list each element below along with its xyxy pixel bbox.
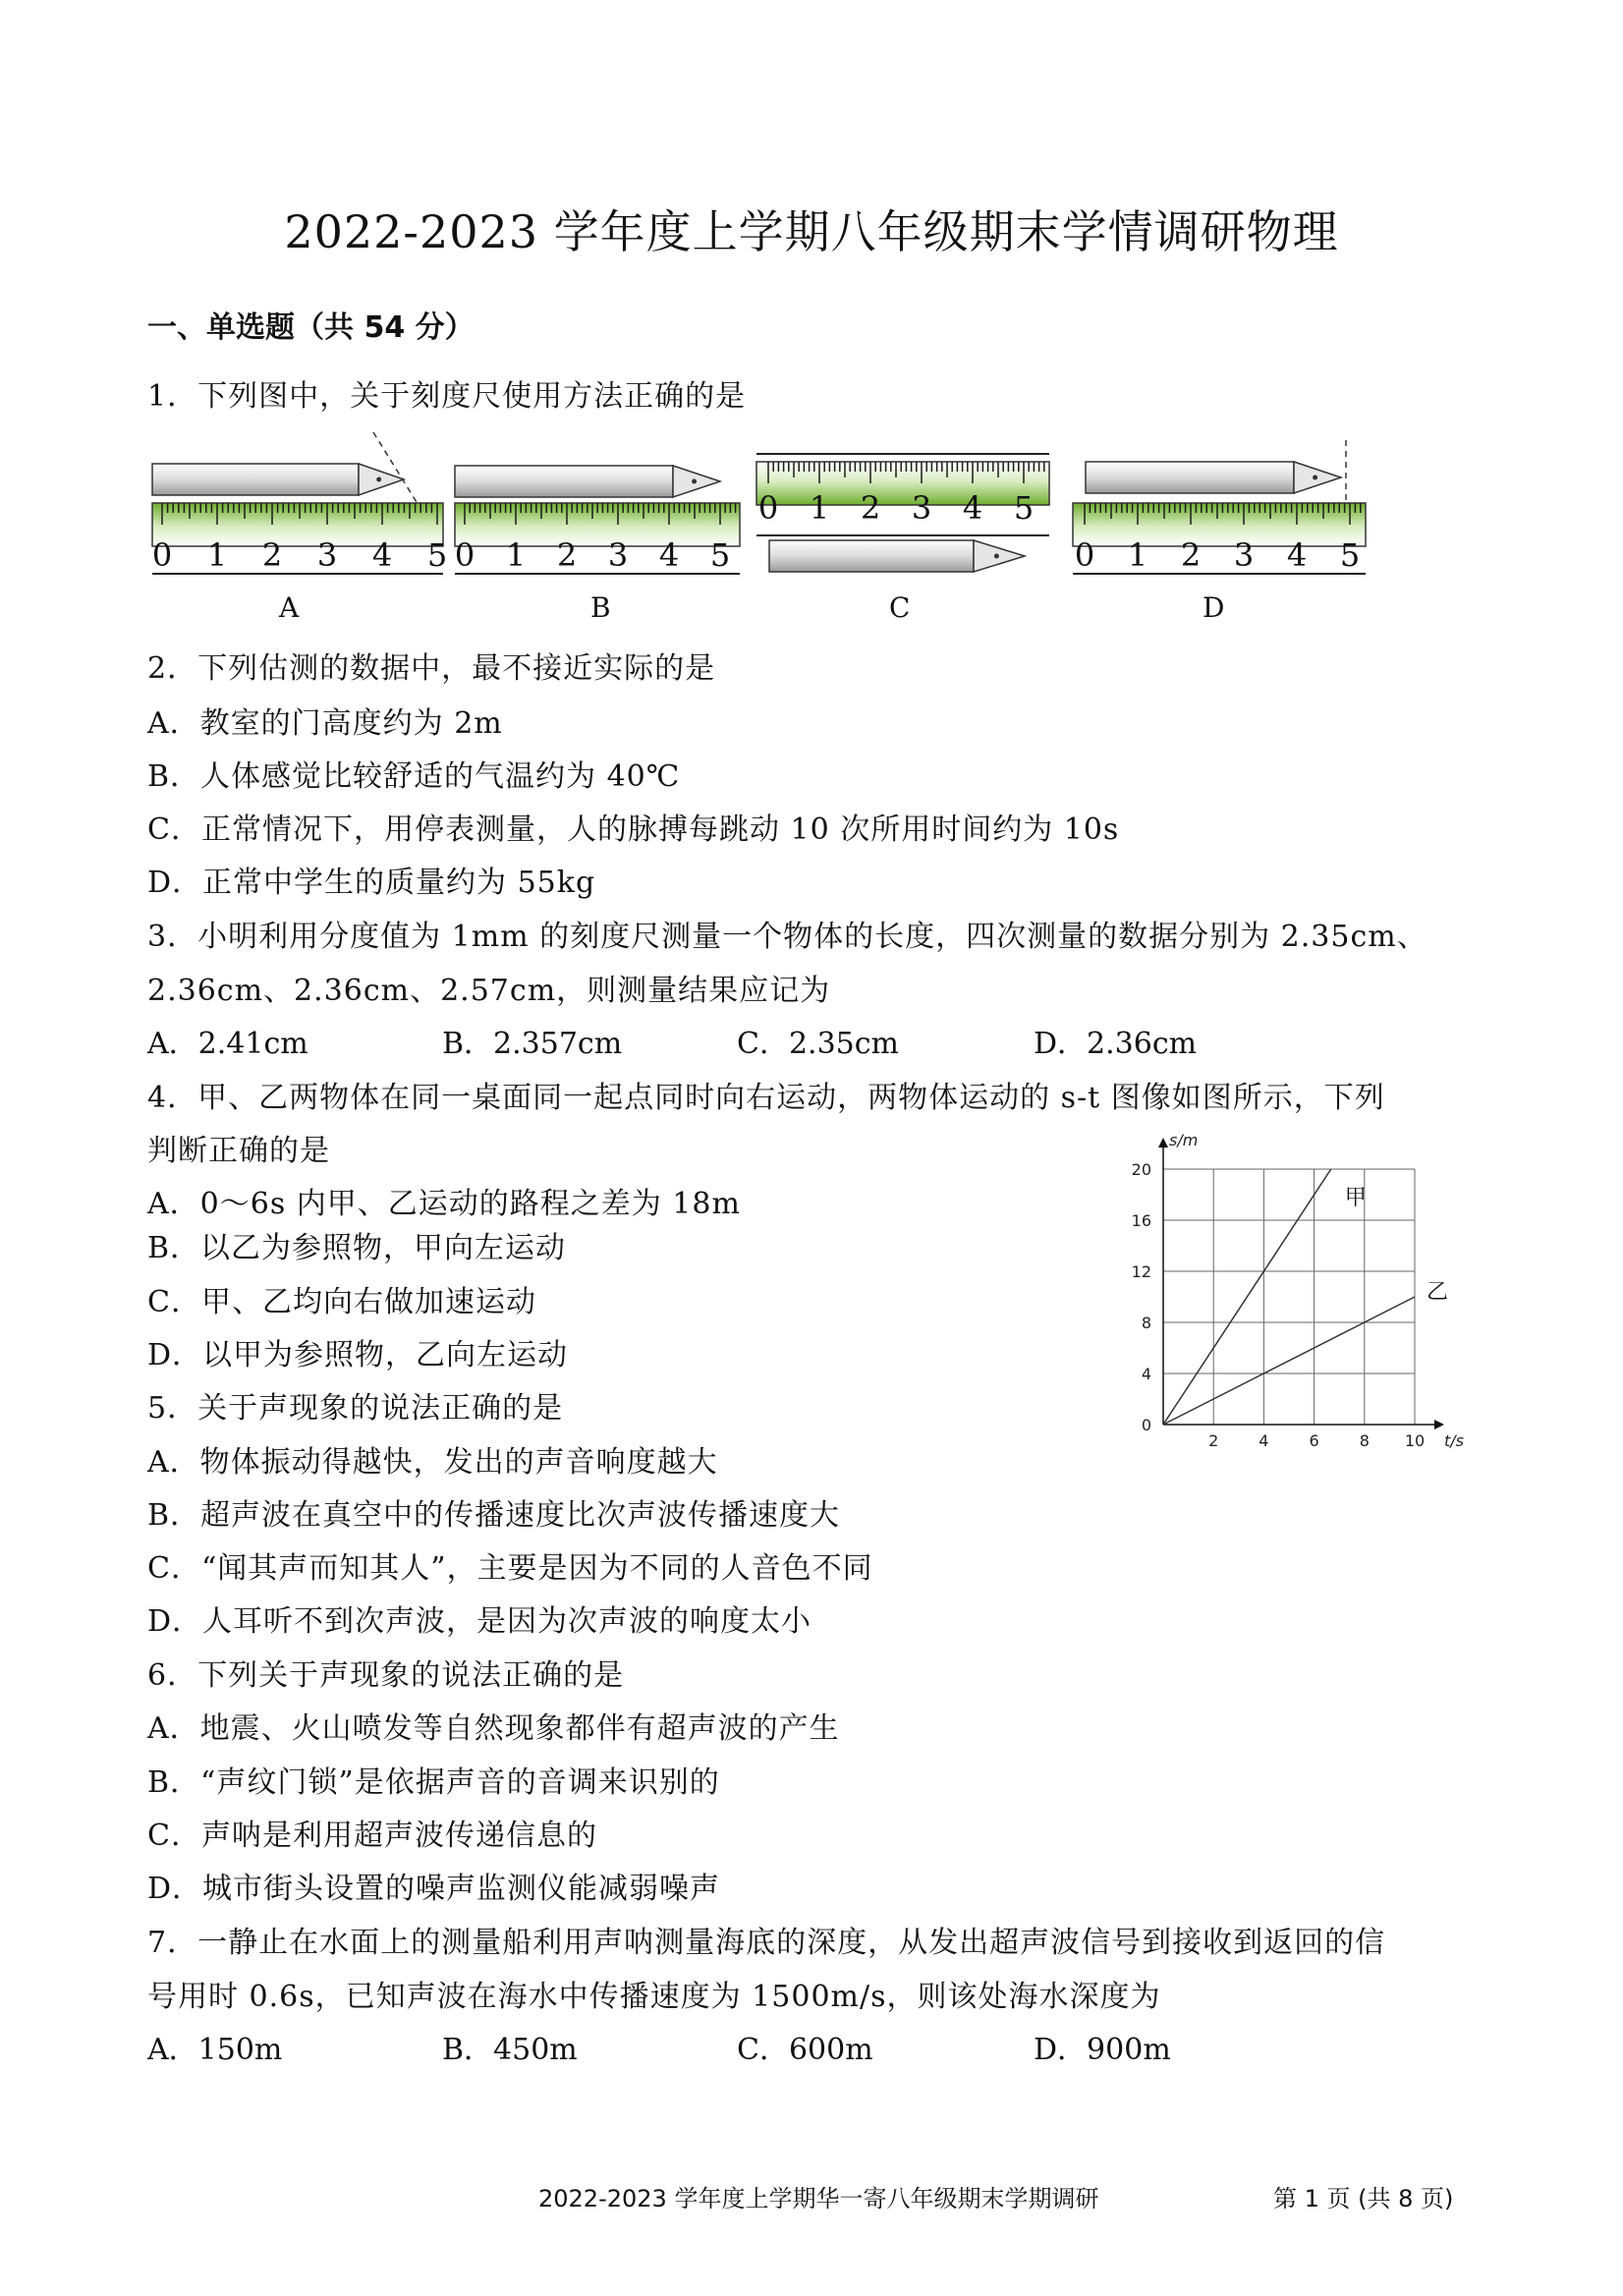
q7-stem-line2: 号用时 0.6s，已知声波在海水中传播速度为 1500m/s，则该处海水深度为 [147, 1980, 1161, 2014]
page-title: 2022-2023 学年度上学期八年级期末学情调研物理 [284, 205, 1339, 258]
q2-option-a: A．教室的门高度约为 2m [147, 706, 503, 741]
ruler-number-a-2: 2 [261, 536, 283, 574]
pencil-body-c [769, 540, 974, 572]
q1-figure-label-c: C [889, 591, 911, 624]
ruler-number-a-3: 3 [316, 536, 338, 574]
y-tick-label: 8 [1141, 1314, 1151, 1332]
ruler-body-a [152, 503, 443, 546]
ruler-number-c-2: 2 [860, 489, 881, 527]
ruler-number-c-4: 4 [962, 489, 983, 527]
footer-page-number: 第 1 页 (共 8 页) [1273, 2185, 1454, 2212]
q3-option-a: A．2.41cm [147, 1027, 308, 1061]
q6-option-c: C．声呐是利用超声波传递信息的 [147, 1819, 597, 1853]
ruler-number-b-4: 4 [658, 536, 680, 574]
q7-option-d: D．900m [1034, 2033, 1171, 2067]
q6-option-b: B．“声纹门锁”是依据声音的音调来识别的 [147, 1765, 720, 1800]
q7-stem-line1: 7．一静止在水面上的测量船利用声呐测量海底的深度，从发出超声波信号到接收到返回的信 [147, 1926, 1386, 1960]
q1-figure-label-a: A [279, 591, 300, 624]
q3-stem-line1: 3．小明利用分度值为 1mm 的刻度尺测量一个物体的长度，四次测量的数据分别为 2.35cm、 [147, 920, 1427, 954]
y-tick-label: 0 [1141, 1416, 1151, 1434]
q4-stem-line1: 4．甲、乙两物体在同一桌面同一起点同时向右运动，两物体运动的 s-t 图像如图所示，下列 [147, 1081, 1385, 1115]
x-tick-label: 2 [1208, 1431, 1219, 1450]
x-axis-arrow [1434, 1420, 1444, 1429]
q5-option-c: C．“闻其声而知其人”，主要是因为不同的人音色不同 [147, 1551, 873, 1586]
q3-option-d: D．2.36cm [1034, 1027, 1198, 1061]
q3-option-c: C．2.35cm [737, 1027, 899, 1061]
q1-ruler-figures [0, 432, 1623, 629]
q7-option-b: B．450m [442, 2033, 578, 2067]
ruler-number-b-5: 5 [709, 536, 731, 574]
q5-stem: 5．关于声现象的说法正确的是 [147, 1391, 564, 1426]
ruler-number-b-2: 2 [556, 536, 578, 574]
y-tick-label: 4 [1141, 1365, 1151, 1383]
ruler-number-d-3: 3 [1233, 536, 1255, 574]
q4-option-d: D．以甲为参照物，乙向左运动 [147, 1338, 569, 1372]
ruler-number-b-3: 3 [607, 536, 629, 574]
pencil-lead-d [1313, 476, 1317, 480]
footer-exam-name: 2022-2023 学年度上学期华一寄八年级期末学期调研 [538, 2185, 1099, 2212]
y-tick-label: 20 [1131, 1160, 1151, 1179]
ruler-number-a-5: 5 [426, 536, 448, 574]
q7-option-c: C．600m [737, 2033, 873, 2067]
ruler-number-d-4: 4 [1286, 536, 1308, 574]
ruler-number-a-1: 1 [206, 536, 228, 574]
q6-option-d: D．城市街头设置的噪声监测仪能减弱噪声 [147, 1872, 721, 1906]
q2-option-d: D．正常中学生的质量约为 55kg [147, 866, 596, 900]
y-tick-label: 12 [1131, 1262, 1151, 1281]
ruler-number-b-0: 0 [454, 536, 476, 574]
ruler-body-c [756, 462, 1049, 505]
st-graph [1110, 1130, 1464, 1464]
q1-figure-label-b: B [590, 591, 611, 624]
pencil-lead-b [692, 479, 697, 484]
q6-option-a: A．地震、火山喷发等自然现象都伴有超声波的产生 [147, 1711, 840, 1746]
q1-figure-label-d: D [1203, 591, 1225, 624]
ruler-number-d-1: 1 [1127, 536, 1148, 574]
x-axis-label: t/s [1444, 1431, 1464, 1450]
pencil-tip-c [974, 540, 1025, 572]
pencil-body-a [152, 464, 359, 495]
pencil-body-d [1086, 462, 1294, 493]
q4-stem-line2: 判断正确的是 [147, 1134, 330, 1168]
series-label-1: 乙 [1427, 1280, 1449, 1305]
series-line-0 [1163, 1169, 1331, 1425]
q5-option-a: A．物体振动得越快，发出的声音响度越大 [147, 1445, 718, 1480]
pencil-lead-c [994, 554, 999, 559]
ruler-number-c-1: 1 [809, 489, 830, 527]
ruler-number-c-0: 0 [757, 489, 779, 527]
ruler-number-a-4: 4 [371, 536, 393, 574]
series-line-1 [1163, 1297, 1415, 1425]
ruler-number-d-0: 0 [1074, 536, 1095, 574]
x-tick-label: 10 [1404, 1431, 1426, 1450]
ruler-number-d-5: 5 [1339, 536, 1361, 574]
q1-stem: 1．下列图中，关于刻度尺使用方法正确的是 [147, 379, 747, 414]
x-tick-label: 4 [1259, 1431, 1269, 1450]
section-heading: 一、单选题（共 54 分） [147, 310, 475, 345]
ruler-number-c-5: 5 [1013, 489, 1035, 527]
pencil-body-b [455, 466, 673, 497]
pencil-lead-a [376, 477, 381, 482]
series-label-0: 甲 [1344, 1186, 1367, 1210]
ruler-number-a-0: 0 [151, 536, 173, 574]
q3-option-b: B．2.357cm [442, 1027, 623, 1061]
q2-stem: 2．下列估测的数据中，最不接近实际的是 [147, 651, 716, 686]
ruler-number-c-3: 3 [911, 489, 932, 527]
x-tick-label: 8 [1359, 1431, 1370, 1450]
ruler-number-b-1: 1 [505, 536, 527, 574]
q5-option-d: D．人耳听不到次声波，是因为次声波的响度太小 [147, 1604, 812, 1639]
q5-option-b: B．超声波在真空中的传播速度比次声波传播速度大 [147, 1498, 841, 1533]
y-axis-arrow [1158, 1138, 1168, 1148]
ruler-number-d-2: 2 [1180, 536, 1202, 574]
q7-option-a: A．150m [147, 2033, 283, 2067]
q4-option-b: B．以乙为参照物，甲向左运动 [147, 1231, 567, 1265]
q3-stem-line2: 2.36cm、2.36cm、2.57cm，则测量结果应记为 [147, 974, 831, 1008]
y-axis-label: s/m [1169, 1131, 1199, 1149]
q2-option-c: C．正常情况下，用停表测量，人的脉搏每跳动 10 次所用时间约为 10s [147, 812, 1120, 847]
y-tick-label: 16 [1131, 1211, 1151, 1230]
q6-stem: 6．下列关于声现象的说法正确的是 [147, 1658, 625, 1693]
x-tick-label: 6 [1309, 1431, 1319, 1450]
q4-option-a: A．0～6s 内甲、乙运动的路程之差为 18m [147, 1187, 741, 1221]
q4-option-c: C．甲、乙均向右做加速运动 [147, 1285, 536, 1319]
q2-option-b: B．人体感觉比较舒适的气温约为 40℃ [147, 759, 681, 794]
